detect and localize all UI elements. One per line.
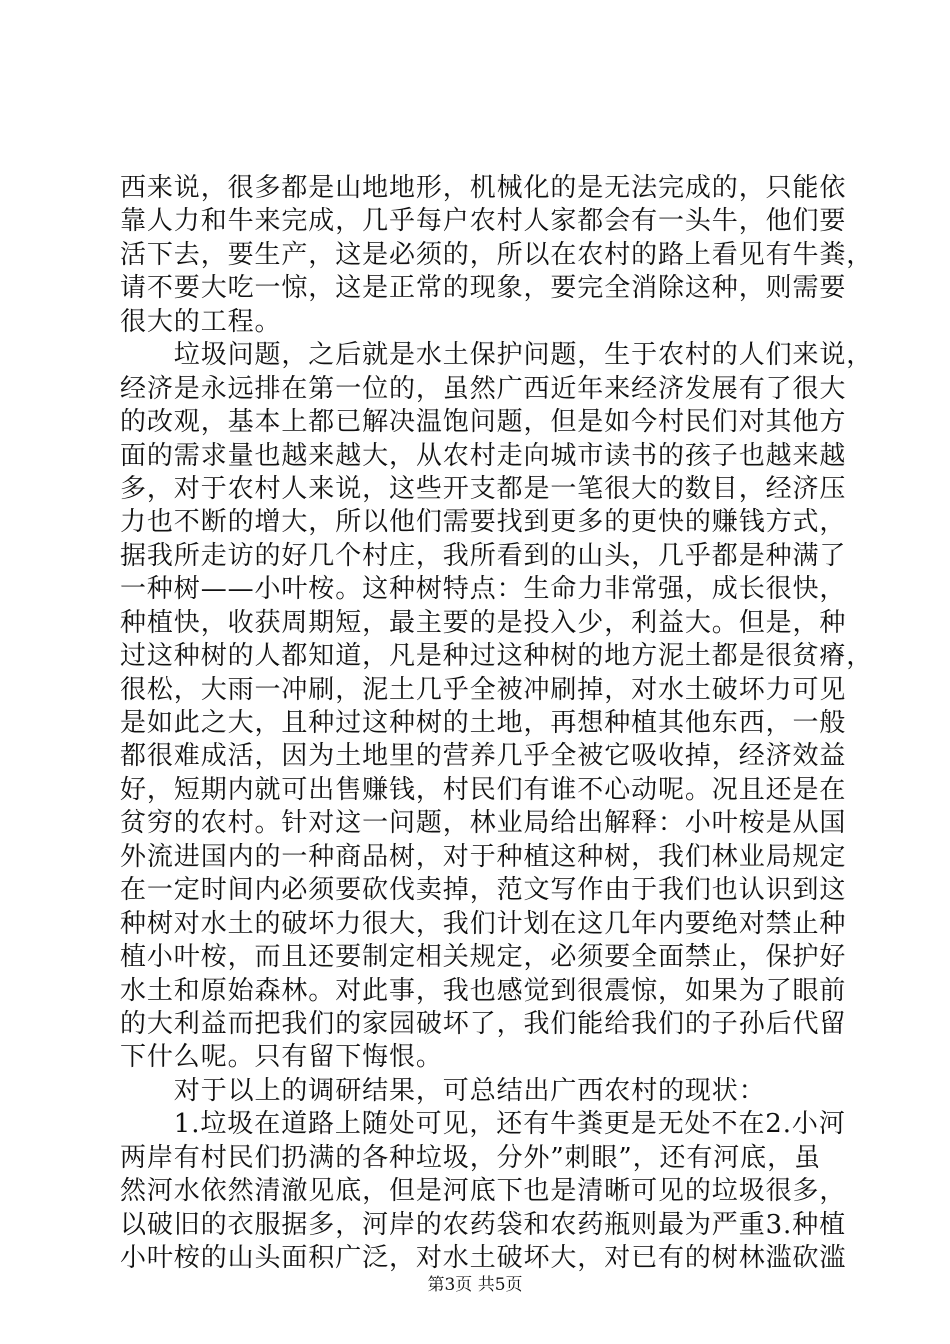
text-line-3: 活下去，要生产，这是必须的，所以在农村的路上看见有牛粪， bbox=[120, 239, 874, 270]
text-line-21: 外流进国内的一种商品树，对于种植这种树，我们林业局规定 bbox=[120, 841, 847, 872]
text-line-13: 一种树——小叶桉。这种树特点：生命力非常强，成长很快， bbox=[120, 574, 847, 605]
text-line-30: 两岸有村民们扔满的各种垃圾，分外”刺眼”，还有河底，虽 bbox=[120, 1142, 821, 1173]
text-line-17: 是如此之大，且种过这种树的土地，再想种植其他东西，一般 bbox=[120, 708, 847, 738]
text-line-12: 据我所走访的好几个村庄，我所看到的山头，几乎都是种满了 bbox=[120, 540, 847, 571]
text-line-9: 面的需求量也越来越大，从农村走向城市读书的孩子也越来越 bbox=[120, 440, 847, 471]
body-text bbox=[120, 172, 874, 1275]
text-line-23: 种树对水土的破坏力很大，我们计划在这几年内要绝对禁止种 bbox=[120, 908, 847, 939]
text-line-20: 贫穷的农村。针对这一问题，林业局给出解释：小叶桉是从国 bbox=[120, 808, 847, 839]
text-line-1: 西来说，很多都是山地地形，机械化的是无法完成的，只能依 bbox=[120, 173, 847, 203]
text-line-2: 靠人力和牛来完成，几乎每户农村人家都会有一头牛，他们要 bbox=[120, 206, 847, 237]
text-line-29: 1.垃圾在道路上随处可见，还有牛粪更是无处不在2.小河 bbox=[120, 1109, 846, 1140]
text-line-11: 力也不断的增大，所以他们需要找到更多的更快的赚钱方式， bbox=[120, 507, 847, 538]
text-line-14: 种植快，收获周期短，最主要的是投入少，利益大。但是，种 bbox=[120, 607, 847, 638]
text-line-7: 经济是永远排在第一位的，虽然广西近年来经济发展有了很大 bbox=[120, 373, 847, 404]
text-line-19: 好，短期内就可出售赚钱，村民们有谁不心动呢。况且还是在 bbox=[120, 774, 847, 805]
text-line-4: 请不要大吃一惊，这是正常的现象，要完全消除这种，则需要 bbox=[120, 273, 847, 304]
text-line-10: 多，对于农村人来说，这些开支都是一笔很大的数目，经济压 bbox=[120, 473, 847, 504]
text-line-32: 以破旧的衣服据多，河岸的农药袋和农药瓶则最为严重3.种植 bbox=[120, 1209, 847, 1240]
text-line-33: 小叶桉的山头面积广泛，对水土破坏大，对已有的树林滥砍滥 bbox=[120, 1243, 847, 1273]
text-line-22: 在一定时间内必须要砍伐卖掉，范文写作由于我们也认识到这 bbox=[120, 875, 847, 906]
text-line-28: 对于以上的调研结果，可总结出广西农村的现状： bbox=[120, 1075, 766, 1106]
page-footer bbox=[0, 1275, 950, 1295]
text-line-15: 过这种树的人都知道，凡是种过这种树的地方泥土都是很贫瘠， bbox=[120, 641, 874, 672]
text-line-25: 水土和原始森林。对此事，我也感觉到很震惊，如果为了眼前 bbox=[120, 975, 847, 1006]
text-line-27: 下什么呢。只有留下悔恨。 bbox=[120, 1042, 443, 1073]
text-line-6: 垃圾问题，之后就是水土保护问题，生于农村的人们来说， bbox=[120, 340, 874, 371]
text-line-18: 都很难成活，因为土地里的营养几乎全被它吸收掉，经济效益 bbox=[120, 741, 847, 772]
text-line-16: 很松，大雨一冲刷，泥土几乎全被冲刷掉，对水土破坏力可见 bbox=[120, 674, 847, 705]
text-line-26: 的大利益而把我们的家园破坏了，我们能给我们的子孙后代留 bbox=[120, 1008, 847, 1039]
page-number-label: 第3页 共5页 bbox=[427, 1275, 523, 1295]
text-line-24: 植小叶桉，而且还要制定相关规定，必须要全面禁止，保护好 bbox=[120, 942, 847, 973]
text-line-31: 然河水依然清澈见底，但是河底下也是清晰可见的垃圾很多， bbox=[120, 1176, 847, 1207]
text-line-5: 很大的工程。 bbox=[120, 306, 282, 337]
text-line-8: 的改观，基本上都已解决温饱问题，但是如今村民们对其他方 bbox=[120, 407, 847, 438]
